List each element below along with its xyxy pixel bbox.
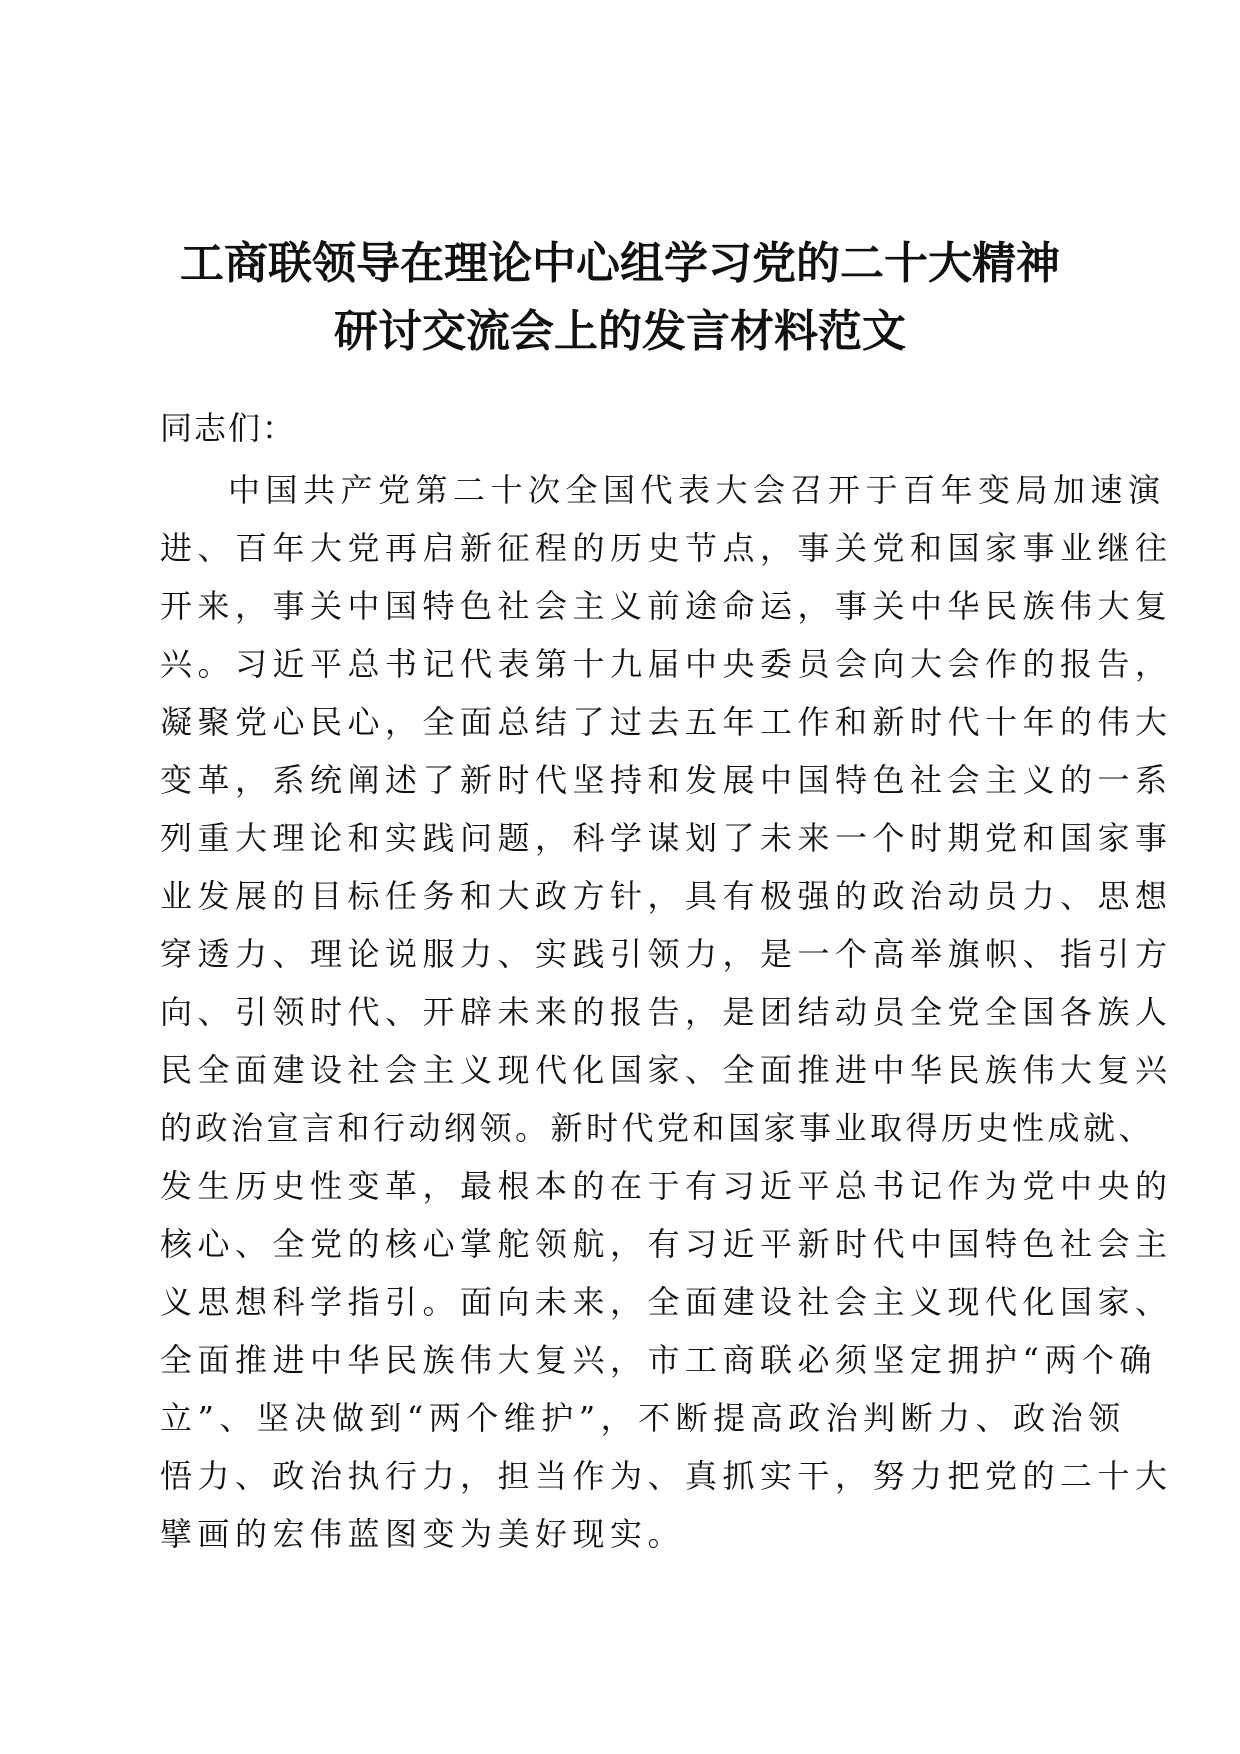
paragraph-line: 列重大理论和实践问题，科学谋划了未来一个时期党和国家事 [160,819,1173,857]
paragraph-line: 进、百年大党再启新征程的历史节点，事关党和国家事业继往 [160,529,1173,567]
paragraph-line: 擘画的宏伟蓝图变为美好现实。 [160,1515,686,1553]
paragraph-line: 核心、全党的核心掌舵领航，有习近平新时代中国特色社会主 [160,1225,1173,1263]
paragraph-line: 全面推进中华民族伟大复兴，市工商联必须坚定拥护“两个确 [160,1341,1157,1379]
paragraph-line: 发生历史性变革，最根本的在于有习近平总书记作为党中央的 [160,1167,1173,1205]
document-title-line-2: 研讨交流会上的发言材料范文 [334,306,906,357]
paragraph-line: 立”、坚决做到“两个维护”，不断提高政治判断力、政治领 [160,1399,1126,1437]
paragraph-line: 的政治宣言和行动纲领。新时代党和国家事业取得历史性成就、 [160,1109,1155,1147]
paragraph-line: 业发展的目标任务和大政方针，具有极强的政治动员力、思想 [160,877,1173,915]
paragraph-line: 向、引领时代、开辟未来的报告，是团结动员全党全国各族人 [160,993,1173,1031]
document-title-line-1: 工商联领导在理论中心组学习党的二十大精神 [180,238,1060,289]
paragraph-line: 义思想科学指引。面向未来，全面建设社会主义现代化国家、 [160,1283,1173,1321]
paragraph-line: 穿透力、理论说服力、实践引领力，是一个高举旗帜、指引方 [160,935,1173,973]
paragraph-line: 民全面建设社会主义现代化国家、全面推进中华民族伟大复兴 [160,1051,1173,1089]
paragraph-line: 悟力、政治执行力，担当作为、真抓实干，努力把党的二十大 [160,1457,1173,1495]
salutation: 同志们： [160,409,297,447]
paragraph-line: 变革，系统阐述了新时代坚持和发展中国特色社会主义的一系 [160,761,1173,799]
paragraph-line: 中国共产党第二十次全国代表大会召开于百年变局加速演 [228,471,1166,509]
paragraph-line: 开来，事关中国特色社会主义前途命运，事关中华民族伟大复 [160,587,1173,625]
paragraph-line: 凝聚党心民心，全面总结了过去五年工作和新时代十年的伟大 [160,703,1173,741]
paragraph-line: 兴。习近平总书记代表第十九届中央委员会向大会作的报告， [160,645,1173,683]
